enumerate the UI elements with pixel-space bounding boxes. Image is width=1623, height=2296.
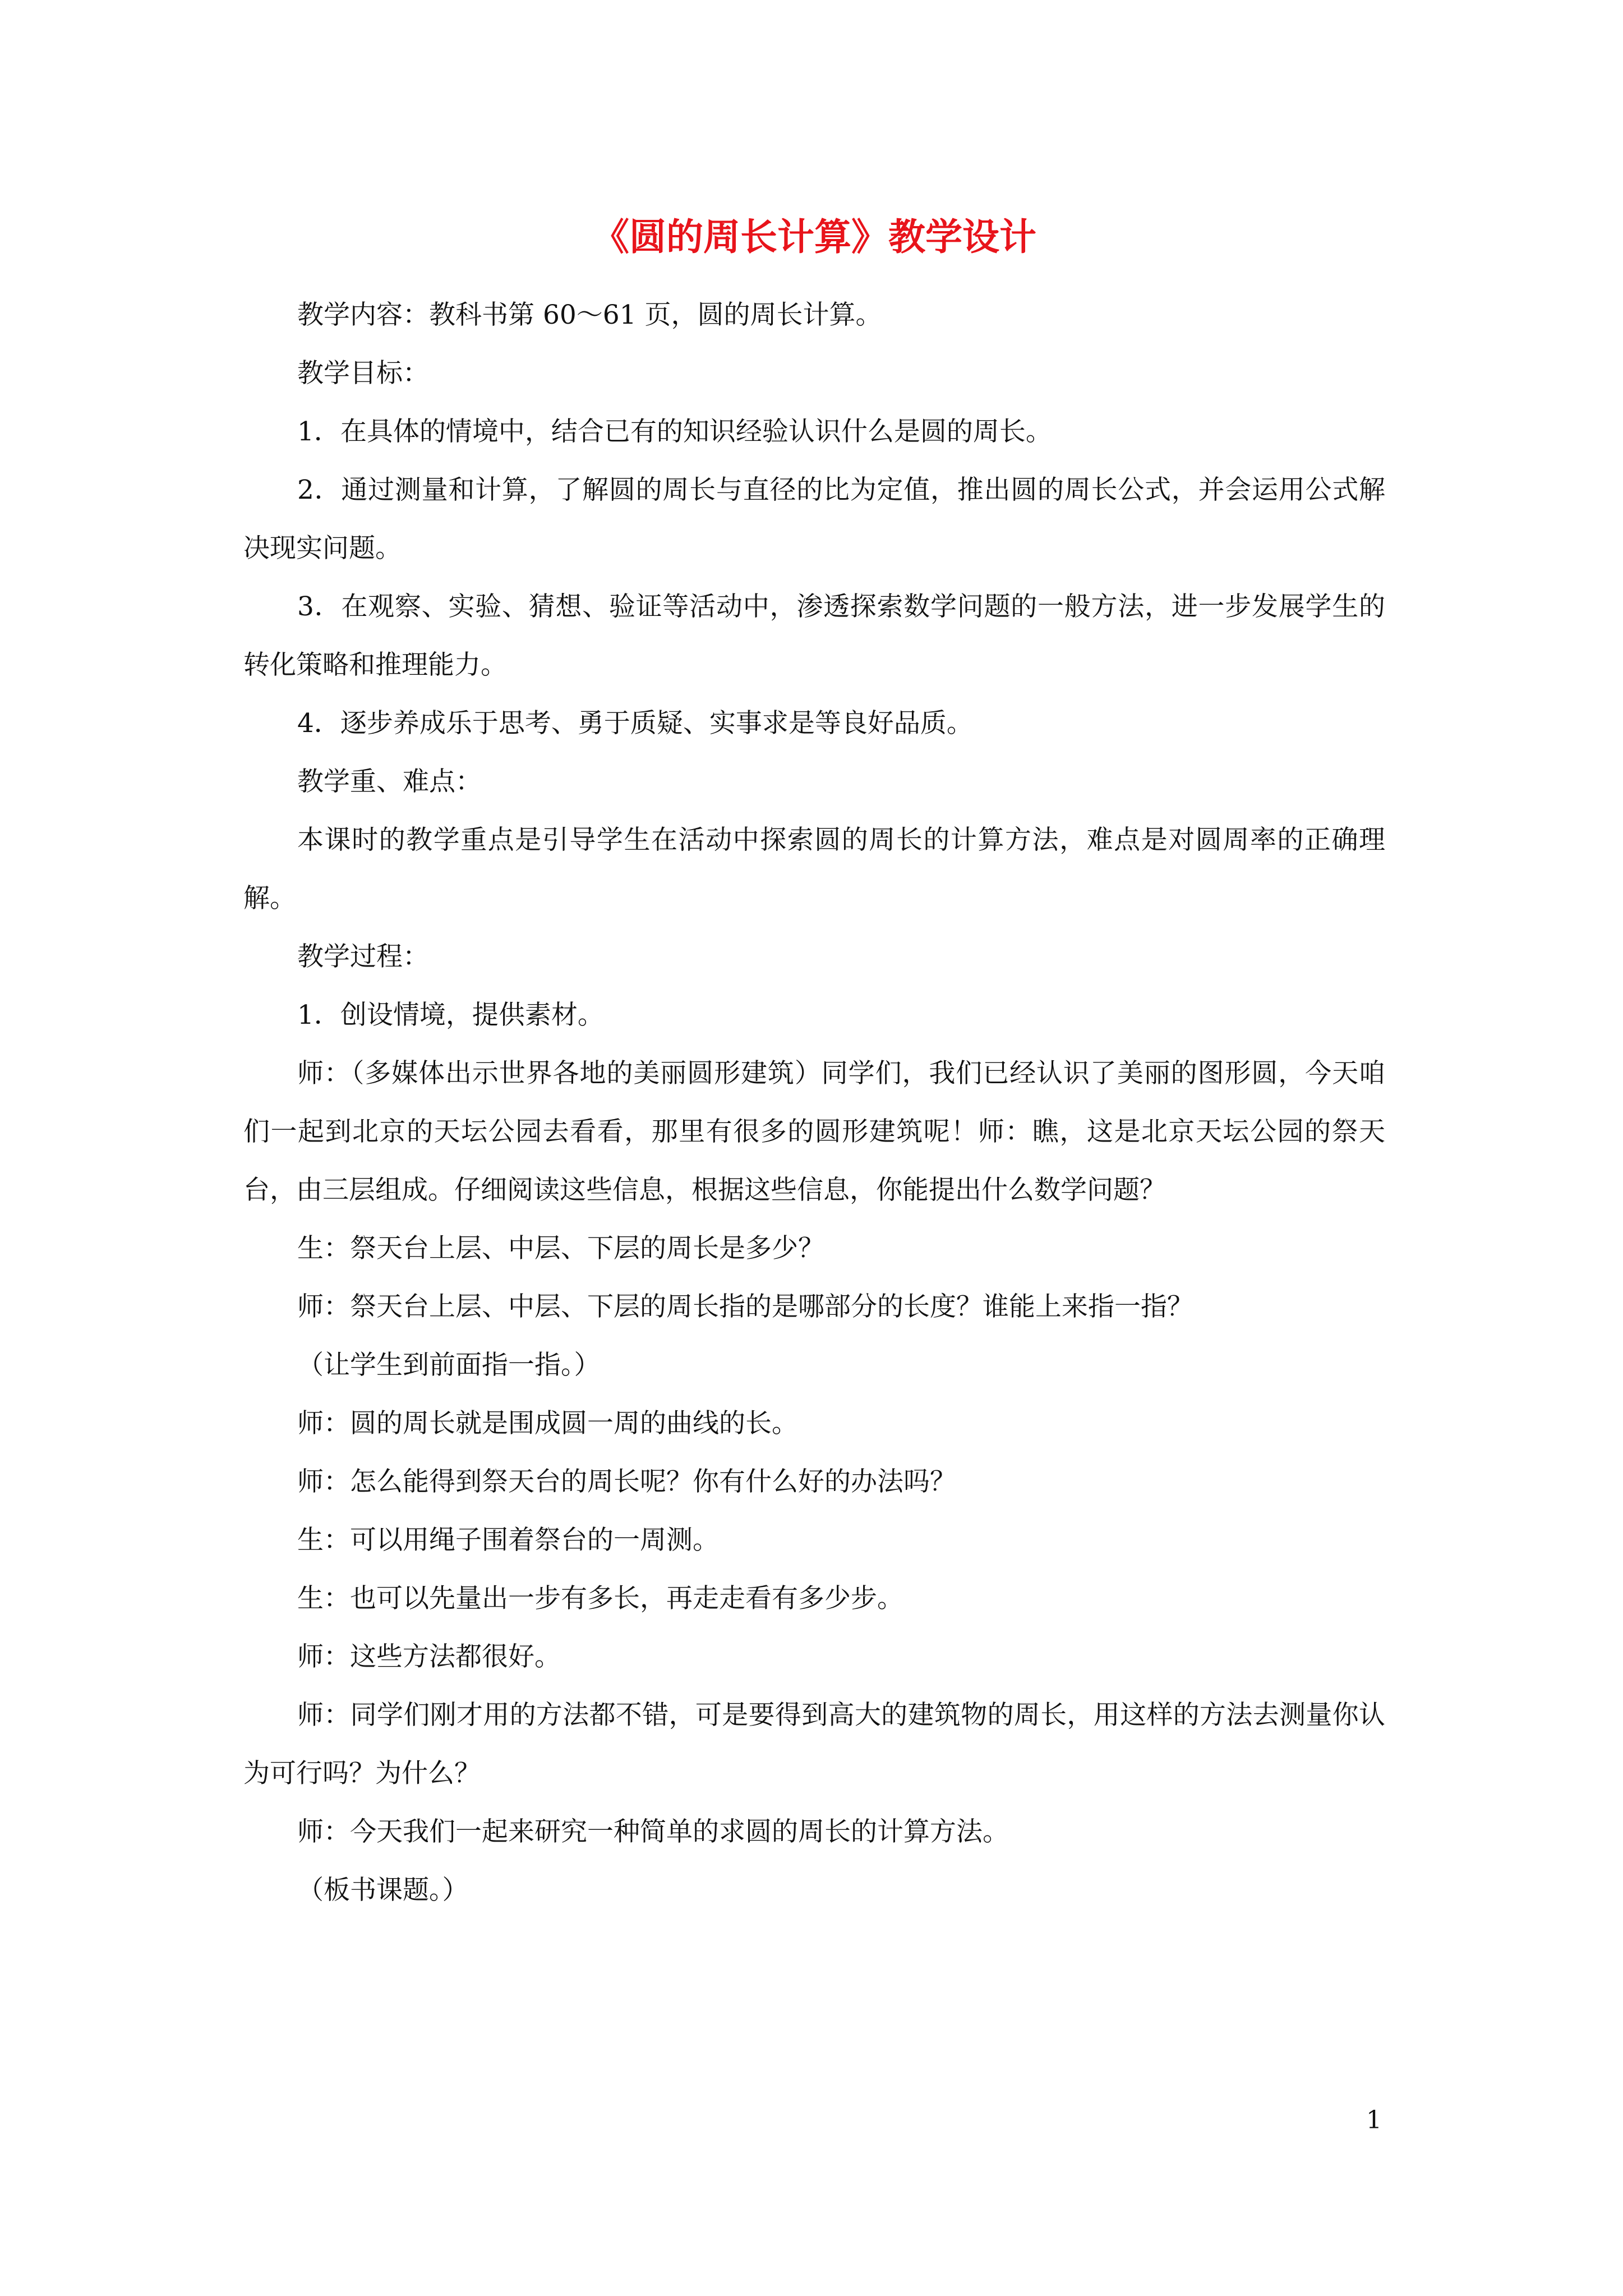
paragraph: 师：今天我们一起来研究一种简单的求圆的周长的计算方法。 <box>297 1816 1009 1847</box>
document-title: 《圆的周长计算》教学设计 <box>592 215 1036 259</box>
paragraph: 师：这些方法都很好。 <box>297 1641 561 1672</box>
paragraph: 1．在具体的情境中，结合已有的知识经验认识什么是圆的周长。 <box>297 416 1052 447</box>
paragraph: 生：可以用绳子围着祭台的一周测。 <box>297 1525 719 1556</box>
page-number: 1 <box>1366 2106 1382 2134</box>
paragraph: 1．创设情境，提供素材。 <box>297 1000 604 1030</box>
paragraph: 教学目标： <box>297 358 429 389</box>
paragraph: 本课时的教学重点是引导学生在活动中探索圆的周长的计算方法，难点是对圆周率的正确理解。 <box>243 825 1385 914</box>
paragraph: 教学过程： <box>297 941 429 972</box>
paragraph: 师：圆的周长就是围成圆一周的曲线的长。 <box>297 1408 798 1439</box>
paragraph: 师：祭天台上层、中层、下层的周长指的是哪部分的长度？谁能上来指一指？ <box>297 1291 1193 1322</box>
document-body <box>243 286 1385 1920</box>
paragraph: 2．通过测量和计算，了解圆的周长与直径的比为定值，推出圆的周长公式，并会运用公式解决现实问题。 <box>243 475 1385 564</box>
paragraph: 生：也可以先量出一步有多长，再走走看有多少步。 <box>297 1583 903 1614</box>
paragraph: 师：（多媒体出示世界各地的美丽圆形建筑）同学们，我们已经认识了美丽的图形圆，今天咱们一起到北京的天坛公园去看看，那里有很多的圆形建筑呢！师：瞧，这是北京天坛公园的祭天台，由三层组成。仔细阅读这些信息，根据这些信息，你能提出什么数学问题？ <box>243 1058 1385 1205</box>
paragraph: 4．逐步养成乐于思考、勇于质疑、实事求是等良好品质。 <box>297 708 973 739</box>
paragraph: 师：怎么能得到祭天台的周长呢？你有什么好的办法吗？ <box>297 1466 956 1497</box>
paragraph: 生：祭天台上层、中层、下层的周长是多少？ <box>297 1233 824 1264</box>
paragraph: （板书课题。） <box>297 1875 469 1906</box>
paragraph: 教学重、难点： <box>297 766 482 797</box>
paragraph: 教学内容：教科书第 60～61 页，圆的周长计算。 <box>297 300 882 330</box>
paragraph: 3．在观察、实验、猜想、验证等活动中，渗透探索数学问题的一般方法，进一步发展学生的转化策略和推理能力。 <box>243 591 1385 680</box>
paragraph: 师：同学们刚才用的方法都不错，可是要得到高大的建筑物的周长，用这样的方法去测量你认为可行吗？为什么？ <box>243 1700 1385 1789</box>
paragraph: （让学生到前面指一指。） <box>297 1350 601 1381</box>
